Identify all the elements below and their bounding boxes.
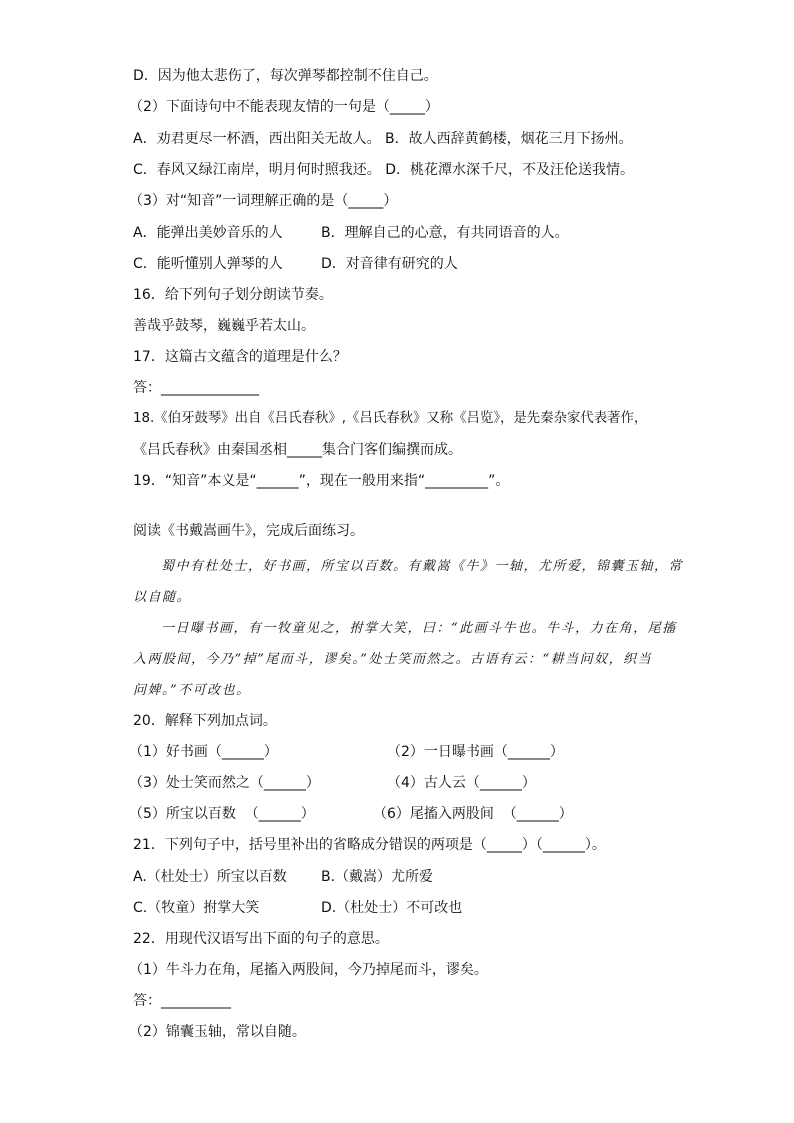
- reading-intro: 阅读《书戴嵩画牛》，完成后面练习。: [133, 523, 364, 539]
- q22-answer-line[interactable]: 答：__________: [133, 993, 231, 1009]
- passage-p2-line-1: 一日曝书画，有一牧童见之，拊掌大笑，曰：“此画斗牛也。牛斗，力在角，尾搐: [161, 621, 677, 636]
- q20-item-6: （6）尾搐入两股间 （______）: [373, 806, 573, 822]
- q15-3-option-c: C．能听懂别人弹琴的人: [133, 256, 283, 272]
- q20-item-5: （5）所宝以百数 （______）: [129, 806, 315, 822]
- q15-3-option-d: D．对音律有研究的人: [321, 256, 458, 272]
- q15-2-options-cd: C．春风又绿江南岸，明月何时照我还。 D．桃花潭水深千尺，不及汪伦送我情。: [133, 162, 635, 178]
- passage-p1-line-1: 蜀中有杜处士，好书画，所宝以百数。有戴嵩《牛》一轴，尤所爱，锦囊玉轴，常: [161, 559, 684, 574]
- passage-p2-line-2: 入两股间，今乃”掉”尾而斗，谬矣。”处士笑而然之。古语有云：“耕当问奴，织当: [133, 652, 653, 667]
- q20-stem: 20．解释下列加点词。: [133, 713, 277, 729]
- q15-3-option-b: B．理解自己的心意，有共同语音的人。: [321, 225, 569, 241]
- q18-line-2: 《吕氏春秋》由秦国丞相_____集合门客们编撰而成。: [133, 442, 462, 458]
- q20-item-4: （4）古人云（______）: [387, 775, 536, 791]
- q21-stem: 21．下列句子中，括号里补出的省略成分错误的两项是（_____）（______）。: [133, 837, 606, 853]
- q17-stem: 17．这篇古文蕴含的道理是什么？: [133, 349, 347, 365]
- q22-item-1: （1）牛斗力在角，尾搐入两股间，今乃掉尾而斗，谬矣。: [129, 962, 488, 978]
- q15-2-options-ab: A．劝君更尽一杯酒，西出阳关无故人。 B．故人西辞黄鹤楼，烟花三月下扬州。: [133, 131, 633, 147]
- q16-sentence: 善哉乎鼓琴，巍巍乎若太山。: [133, 318, 315, 334]
- q19: 19．“知音”本义是“______”，现在一般用来指“_________”。: [133, 473, 510, 489]
- q21-option-c: C.（牧童）拊掌大笑: [133, 900, 260, 916]
- q15-2-stem: （2）下面诗句中不能表现友情的一句是（_____）: [129, 99, 439, 115]
- q21-option-a: A.（杜处士）所宝以百数: [133, 869, 287, 885]
- q20-item-1: （1）好书画（______）: [129, 744, 278, 760]
- q22-stem: 22．用现代汉语写出下面的句子的意思。: [133, 931, 389, 947]
- q20-item-2: （2）一日曝书画（______）: [387, 744, 564, 760]
- q17-answer-line[interactable]: 答：______________: [133, 380, 259, 396]
- q18-line-1: 18.《伯牙鼓琴》出自《吕氏春秋》,《吕氏春秋》又称《吕览》，是先秦杂家代表著作，: [133, 411, 648, 426]
- q15-3-option-a: A．能弹出美妙音乐的人: [133, 225, 283, 241]
- passage-p2-line-3: 问婢。”不可改也。: [133, 683, 251, 698]
- q16-stem: 16．给下列句子划分朗读节奏。: [133, 287, 333, 303]
- q21-option-d: D.（杜处士）不可改也: [321, 900, 463, 916]
- passage-p1-line-2: 以自随。: [133, 590, 192, 605]
- q20-item-3: （3）处士笑而然之（______）: [129, 775, 320, 791]
- q22-item-2: （2）锦囊玉轴，常以自随。: [129, 1024, 306, 1040]
- q15-option-d: D．因为他太悲伤了，每次弹琴都控制不住自己。: [133, 68, 438, 84]
- q15-3-stem: （3）对“知音”一词理解正确的是（_____）: [129, 193, 398, 209]
- q21-option-b: B.（戴嵩）尤所爱: [321, 869, 434, 885]
